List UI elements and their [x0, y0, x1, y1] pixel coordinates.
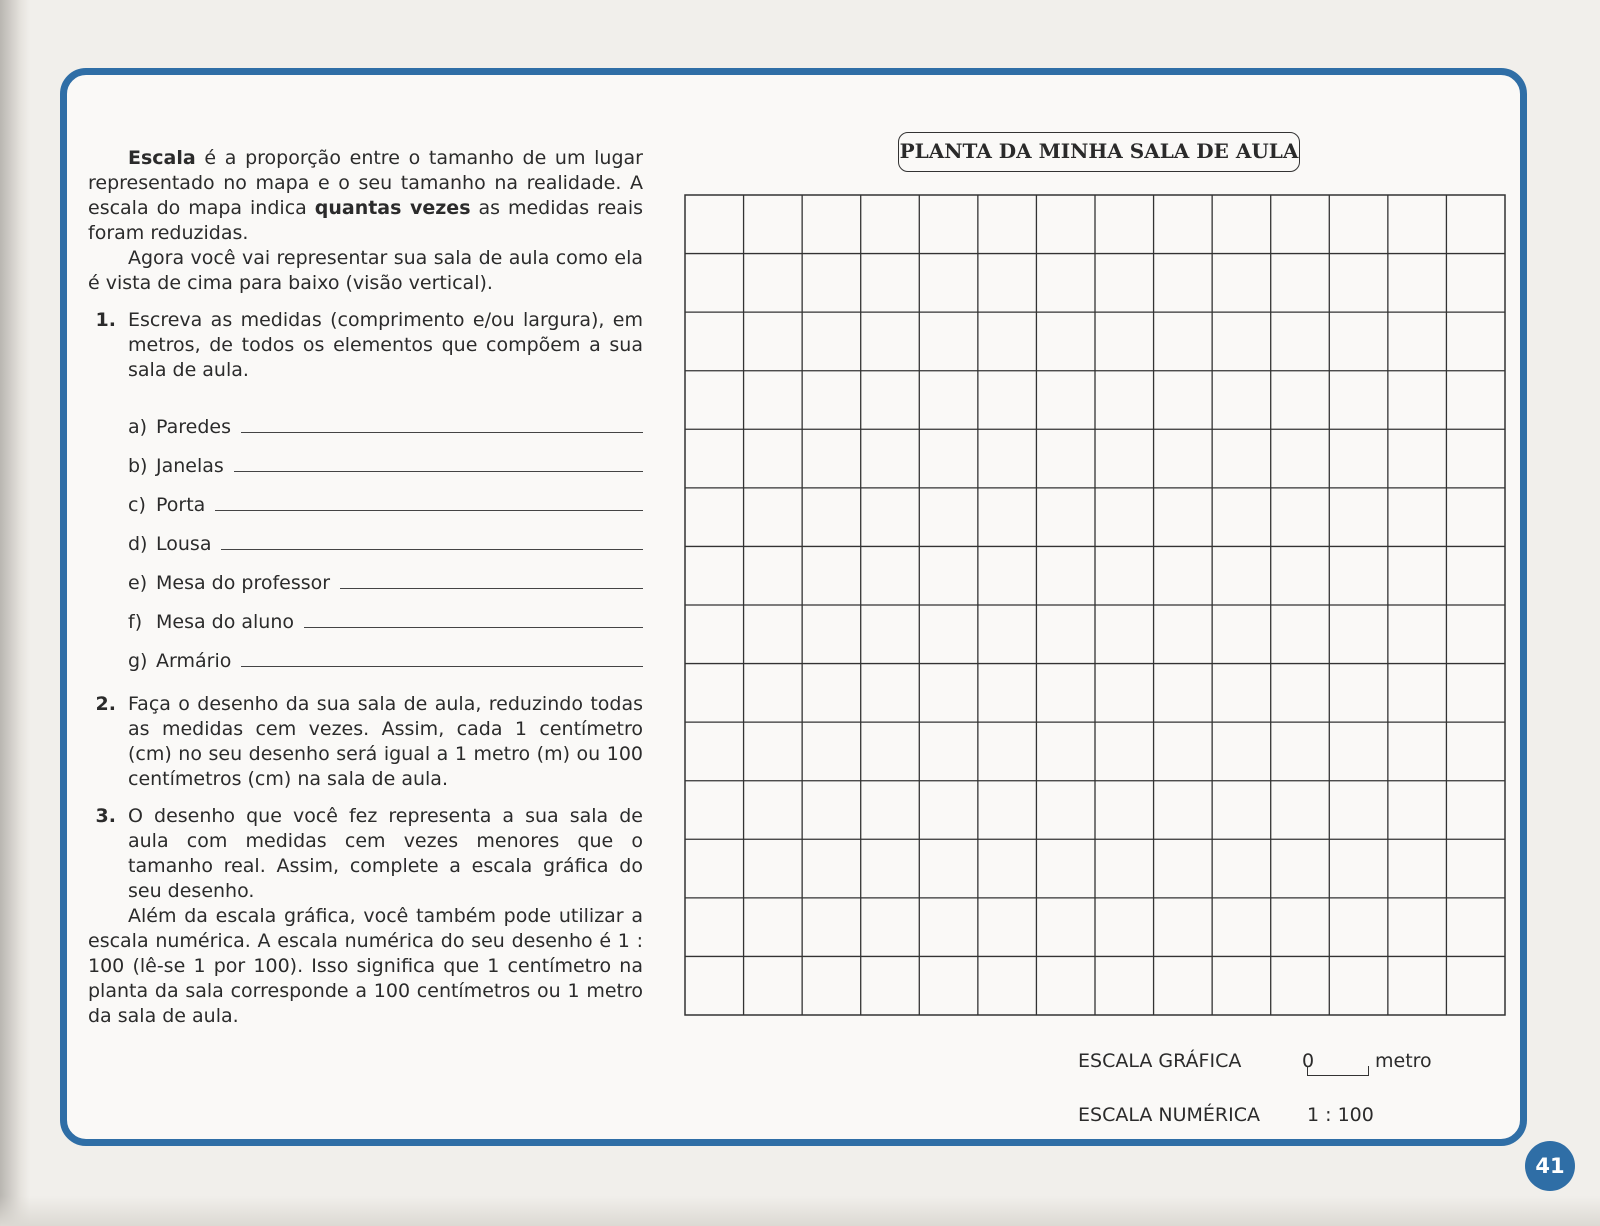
item-letter: b)	[128, 455, 148, 477]
graphic-scale-unit: metro	[1375, 1050, 1432, 1072]
drawing-grid[interactable]	[680, 190, 1510, 1020]
numeric-scale-label: ESCALA NUMÉRICA	[1078, 1104, 1260, 1126]
answer-line[interactable]	[215, 509, 643, 511]
item-letter: f)	[128, 611, 143, 633]
plan-title: PLANTA DA MINHA SALA DE AULA	[898, 132, 1300, 172]
question-text: O desenho que você fez representa a sua sala de aula com medidas cem vezes menores que o tamanho real. Assim, complete a escala gráfica do seu desenho.	[128, 805, 643, 902]
question-text: Escreva as medidas (comprimento e/ou largura), em metros, de todos os elementos que compõem a sua sala de aula.	[128, 309, 643, 381]
intro-text-b: as medidas reais foram reduzidas.	[88, 197, 643, 244]
measurement-list	[128, 401, 643, 674]
page-number-badge: 41	[1525, 1141, 1575, 1191]
item-letter: g)	[128, 650, 148, 672]
answer-line[interactable]	[304, 626, 643, 628]
list-item	[128, 596, 643, 635]
answer-line[interactable]	[221, 548, 643, 550]
question-number: 2.	[95, 693, 116, 715]
question-number: 3.	[95, 805, 116, 827]
answer-line[interactable]	[234, 470, 643, 472]
question-3	[88, 804, 643, 904]
graphic-scale-zero: 0	[1302, 1050, 1315, 1072]
answer-line[interactable]	[241, 665, 643, 667]
closing-paragraph: Além da escala gráfica, você também pode utilizar a escala numérica. A escala numérica do seu desenho é 1 : 100 (lê-se 1 por 100). Isso significa que 1 centímetro na planta da sala corresponde a 100 centímetros ou 1 metro da sala de aula.	[88, 905, 643, 1027]
item-label: Mesa do aluno	[156, 611, 295, 633]
item-letter: c)	[128, 494, 146, 516]
item-letter: e)	[128, 572, 148, 594]
item-label: Porta	[156, 494, 206, 516]
item-letter: a)	[128, 416, 148, 438]
instructions-column	[88, 146, 643, 1029]
list-item	[128, 401, 643, 440]
question-number: 1.	[95, 309, 116, 331]
item-label: Lousa	[156, 533, 212, 555]
term-quantas-vezes: quantas vezes	[314, 197, 471, 219]
term-escala: Escala	[128, 147, 196, 169]
page-bottom-edge	[0, 1196, 1600, 1226]
item-label: Armário	[156, 650, 232, 672]
graphic-scale-bar[interactable]	[1307, 1066, 1369, 1076]
list-item	[128, 479, 643, 518]
question-text: Faça o desenho da sua sala de aula, reduzindo todas as medidas cem vezes. Assim, cada 1 centímetro (cm) no seu desenho será igual a 1 metro (m) ou 100 centímetros (cm) na sala de aula.	[128, 693, 643, 790]
intro-paragraph-1	[88, 146, 643, 246]
item-label: Mesa do professor	[156, 572, 331, 594]
list-item	[128, 635, 643, 674]
item-label: Paredes	[156, 416, 231, 438]
list-item	[128, 518, 643, 557]
numeric-scale-value: 1 : 100	[1307, 1104, 1374, 1126]
answer-line[interactable]	[241, 431, 643, 433]
list-item	[128, 440, 643, 479]
item-label: Janelas	[156, 455, 224, 477]
intro-paragraph-2: Agora você vai representar sua sala de aula como ela é vista de cima para baixo (visão vertical).	[88, 247, 643, 294]
question-1	[88, 308, 643, 383]
intro-text-a: é a proporção entre o tamanho de um lugar representado no mapa e o seu tamanho na realidade. A escala do mapa indica	[88, 147, 643, 219]
item-letter: d)	[128, 533, 148, 555]
question-2	[88, 692, 643, 792]
graphic-scale-label: ESCALA GRÁFICA	[1078, 1050, 1242, 1072]
page-gutter-shadow	[0, 0, 30, 1226]
list-item	[128, 557, 643, 596]
answer-line[interactable]	[340, 587, 643, 589]
